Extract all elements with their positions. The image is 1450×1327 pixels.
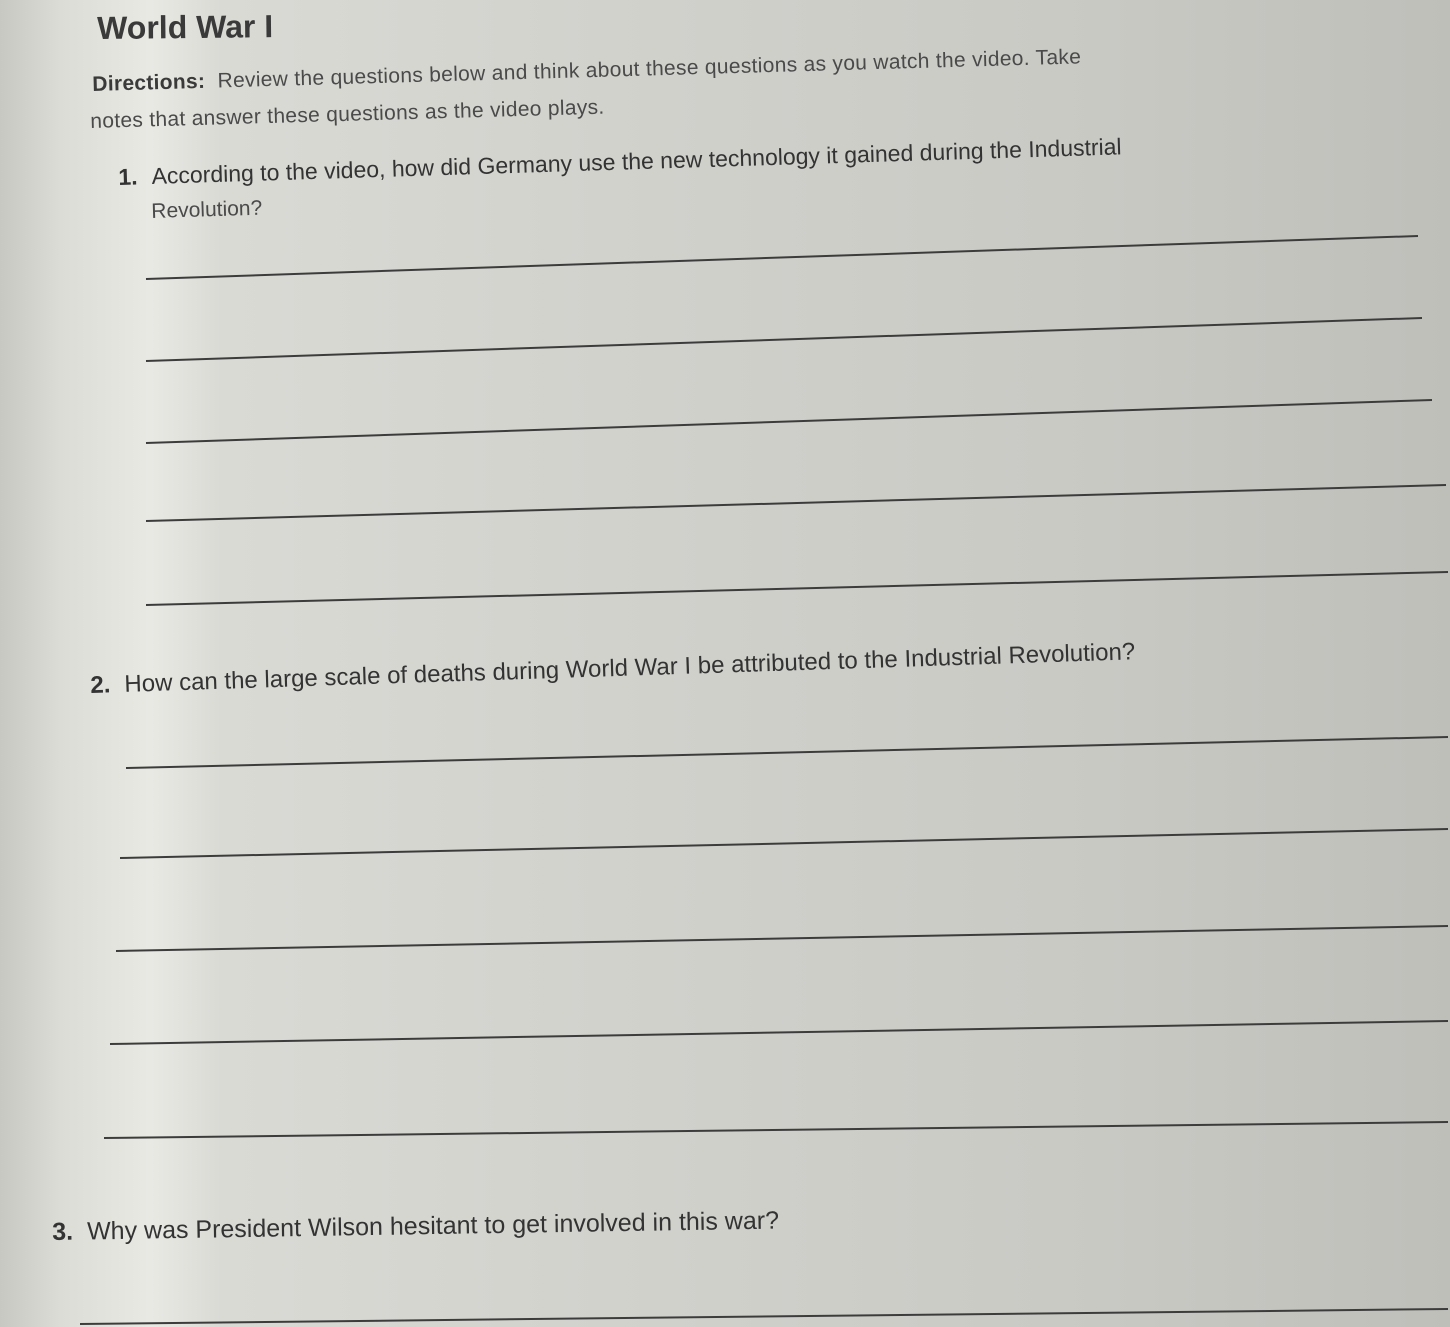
q1-answer-line-2[interactable] <box>146 318 1422 361</box>
q3-answer-line-1[interactable] <box>80 1309 1448 1324</box>
q2-answer-line-1[interactable] <box>126 737 1448 768</box>
q1-answer-line-3[interactable] <box>146 400 1432 443</box>
q1-answer-line-5[interactable] <box>146 572 1448 605</box>
directions-text-1: Review the questions below and think about these questions as you watch the video. Take <box>217 45 1082 93</box>
question-1-continuation: Revolution? <box>151 196 263 223</box>
q1-answer-line-4[interactable] <box>146 485 1446 521</box>
question-3-text: Why was President Wilson hesitant to get involved in this war? <box>86 1206 780 1246</box>
q2-answer-line-5[interactable] <box>104 1122 1448 1138</box>
directions-line-2: notes that answer these questions as the video plays. <box>90 95 605 133</box>
question-2-number: 2. <box>90 671 111 699</box>
q1-answer-line-1[interactable] <box>146 236 1418 279</box>
q2-answer-line-2[interactable] <box>120 829 1448 858</box>
q2-answer-line-4[interactable] <box>110 1021 1448 1044</box>
question-3-number: 3. <box>52 1217 74 1246</box>
directions-label: Directions: <box>92 69 206 96</box>
worksheet-title: World War I <box>97 8 274 46</box>
question-2-text: How can the large scale of deaths during World War I be attributed to the Industrial Revolution? <box>123 638 1136 698</box>
q2-answer-line-3[interactable] <box>116 926 1448 951</box>
question-1-text: According to the video, how did Germany use the new technology it gained during the Industrial <box>151 133 1122 189</box>
question-1-number: 1. <box>118 163 138 190</box>
